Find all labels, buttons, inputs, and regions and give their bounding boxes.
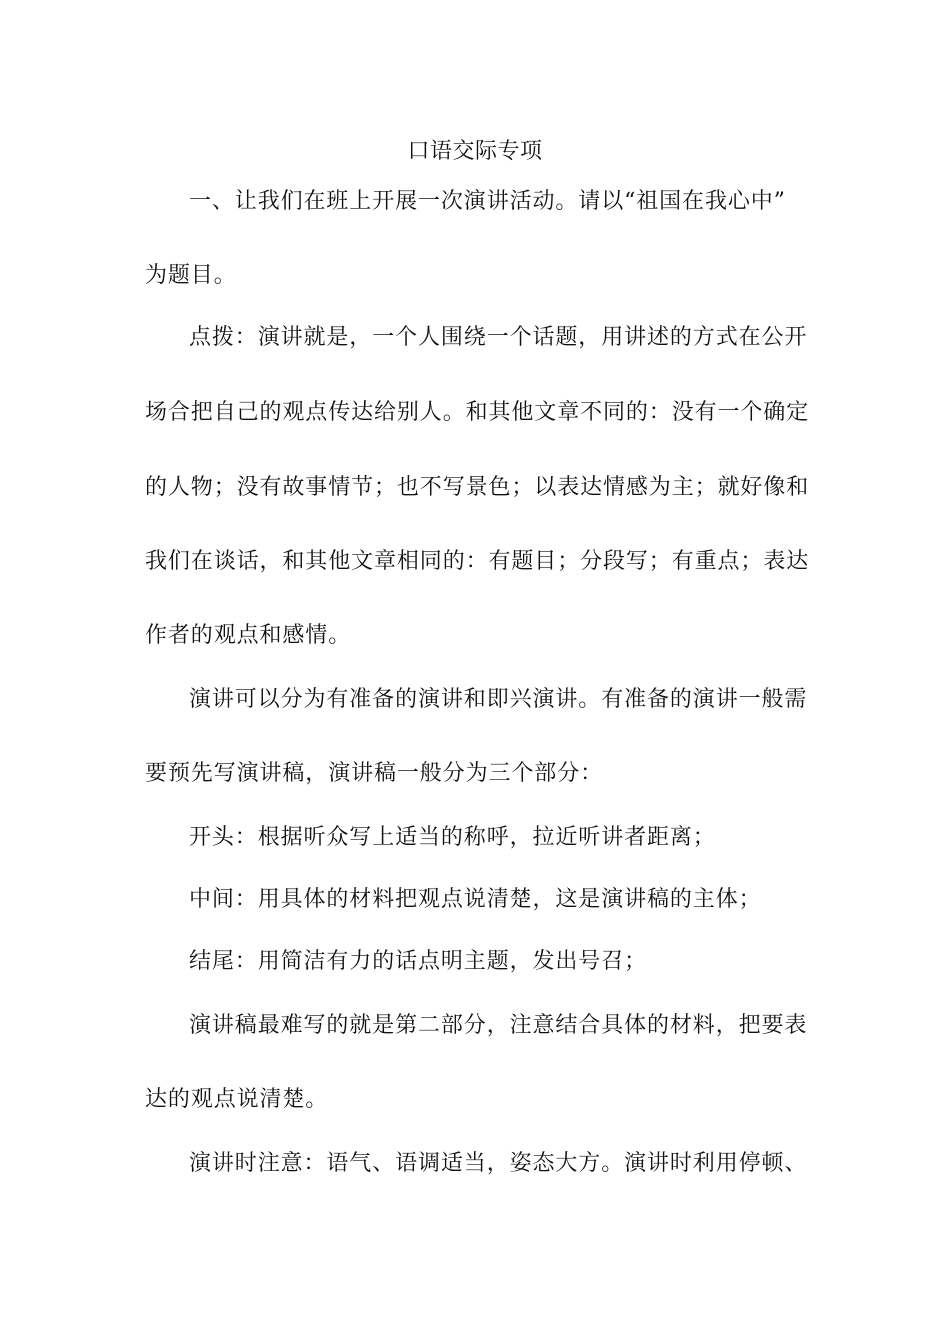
text-line: 点拨：演讲就是，一个人围绕一个话题，用讲述的方式在公开 xyxy=(189,325,808,350)
text-line: 演讲可以分为有准备的演讲和即兴演讲。有准备的演讲一般需 xyxy=(189,687,808,712)
text-line: 演讲时注意：语气、语调适当，姿态大方。演讲时利用停顿、 xyxy=(189,1151,808,1176)
text-line: 一、让我们在班上开展一次演讲活动。请以“祖国在我心中” xyxy=(189,189,786,214)
text-line: 开头：根据听众写上适当的称呼，拉近听讲者距离； xyxy=(189,825,716,850)
text-line: 作者的观点和感情。 xyxy=(145,623,352,648)
text-line: 我们在谈话，和其他文章相同的：有题目；分段写；有重点；表达 xyxy=(145,549,810,574)
text-line: 要预先写演讲稿，演讲稿一般分为三个部分： xyxy=(145,761,604,786)
text-line: 演讲稿最难写的就是第二部分，注意结合具体的材料，把要表 xyxy=(189,1013,808,1038)
text-line: 中间：用具体的材料把观点说清楚，这是演讲稿的主体； xyxy=(189,887,762,912)
page-title: 口语交际专项 xyxy=(407,139,543,164)
text-line: 场合把自己的观点传达给别人。和其他文章不同的：没有一个确定 xyxy=(145,400,810,425)
text-line: 的人物；没有故事情节；也不写景色；以表达情感为主；就好像和 xyxy=(145,475,810,500)
text-line: 结尾：用简洁有力的话点明主题，发出号召； xyxy=(189,949,648,974)
text-line: 达的观点说清楚。 xyxy=(145,1087,329,1112)
text-line: 为题目。 xyxy=(145,263,237,288)
